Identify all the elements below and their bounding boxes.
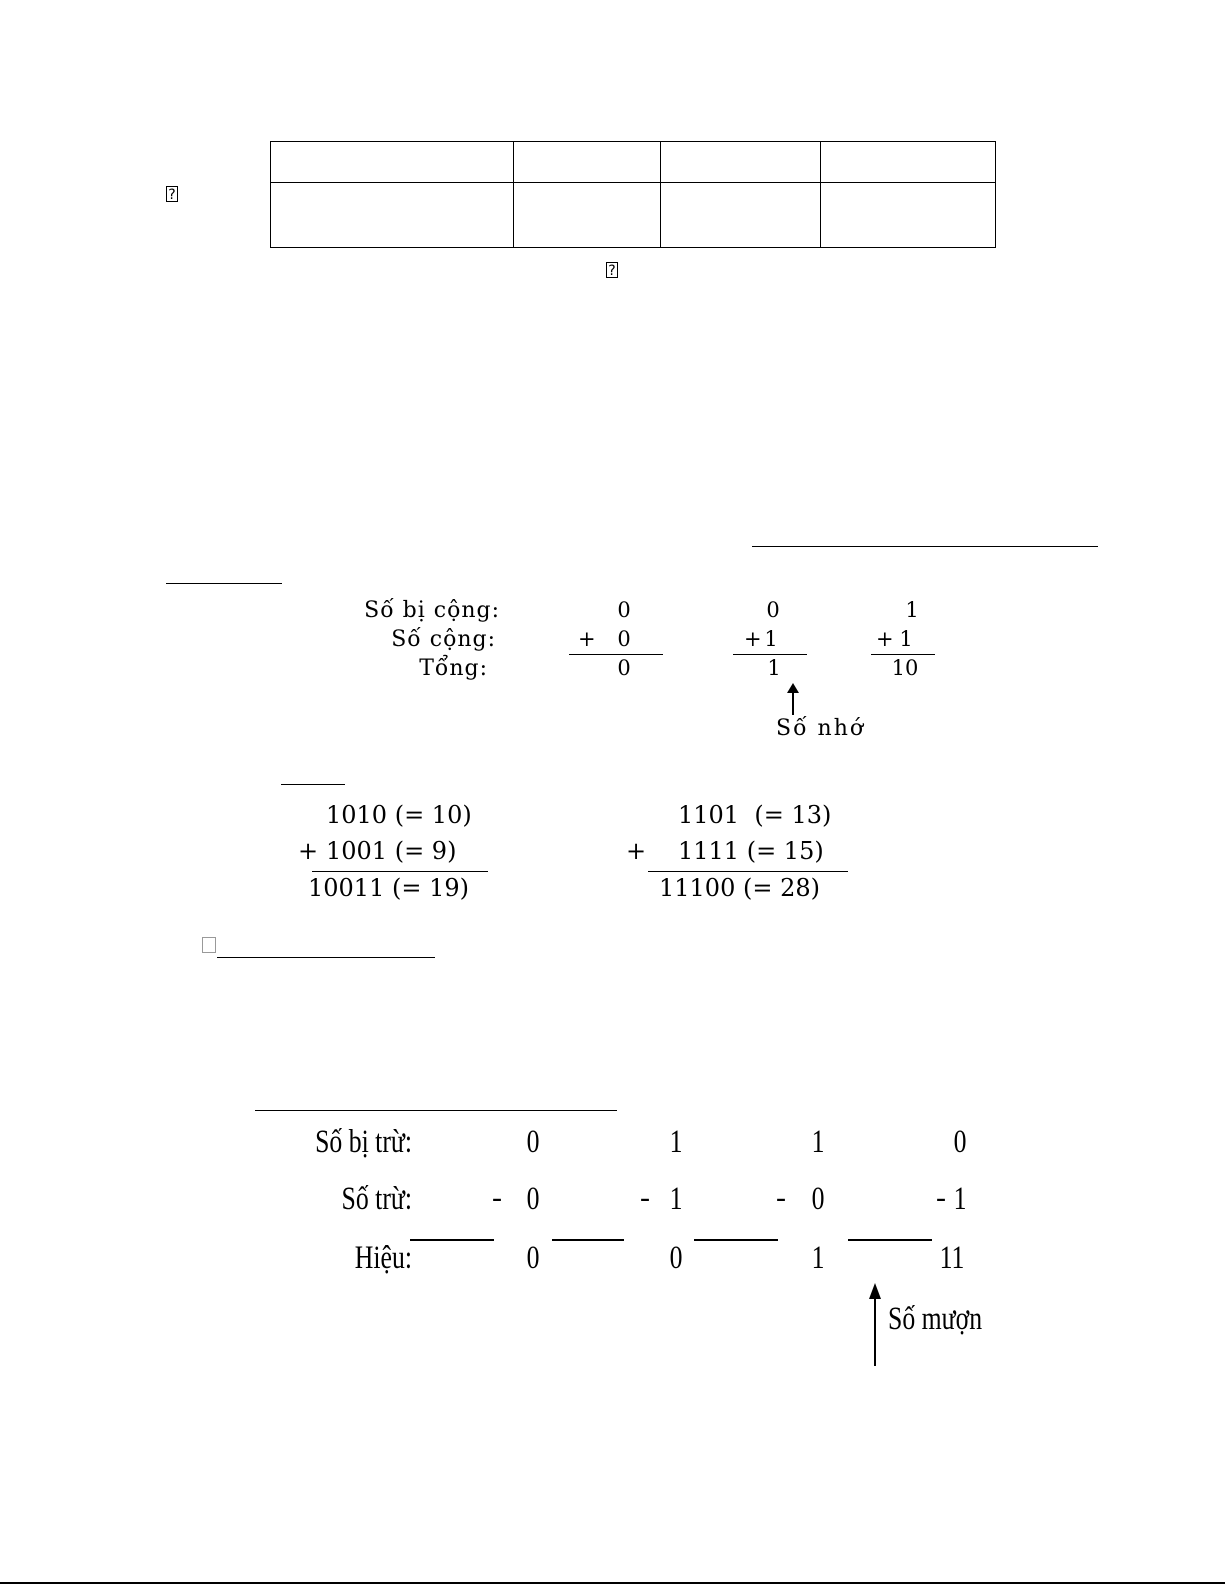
page-bottom-rule <box>0 1582 1225 1584</box>
difference-line <box>552 1239 624 1241</box>
bullet-box-icon <box>202 937 216 953</box>
addend-digit: 0 <box>617 627 631 651</box>
sum-line <box>871 654 935 655</box>
row-label: Hiệu: <box>354 1240 412 1276</box>
operator: - <box>936 1181 946 1214</box>
operator: - <box>776 1181 786 1214</box>
difference-digit: 0 <box>669 1240 683 1276</box>
augend-digit: 0 <box>617 598 631 622</box>
operator: + <box>744 627 762 651</box>
addend-digit: 1 <box>899 627 913 651</box>
heading-underline <box>281 784 345 785</box>
difference-digit: 11 <box>939 1240 965 1276</box>
row-label: Số cộng: <box>391 627 496 652</box>
operator: - <box>492 1181 502 1214</box>
missing-glyph-icon: ? <box>166 186 178 202</box>
row-label: Số trừ: <box>341 1181 412 1217</box>
heading-underline <box>217 957 435 958</box>
operator: - <box>640 1181 650 1214</box>
example-sum: 10011 (= 19) <box>308 874 469 902</box>
up-arrow-icon <box>866 1283 884 1367</box>
carry-label: Số nhớ <box>776 716 866 741</box>
operator: + <box>626 837 647 865</box>
row-label: Tổng: <box>419 656 488 681</box>
row-label: Số bị cộng: <box>364 598 500 623</box>
subtrahend-digit: 1 <box>953 1181 967 1217</box>
example-operand: 1101 (= 13) <box>678 801 832 829</box>
table-cell <box>514 183 661 248</box>
difference-digit: 1 <box>811 1240 825 1276</box>
table-cell <box>661 142 821 183</box>
difference-line <box>694 1239 778 1241</box>
difference-line <box>848 1239 932 1241</box>
minuend-digit: 0 <box>526 1124 540 1160</box>
heading-underline <box>752 546 1098 547</box>
empty-table <box>270 141 996 248</box>
row-label: Số bị trừ: <box>315 1124 412 1160</box>
sum-digit: 0 <box>617 656 631 680</box>
subtrahend-digit: 0 <box>811 1181 825 1217</box>
up-arrow-icon <box>783 683 803 717</box>
missing-glyph-icon: ? <box>606 262 618 278</box>
augend-digit: 1 <box>905 598 919 622</box>
subtrahend-digit: 0 <box>526 1181 540 1217</box>
sum-line <box>312 871 488 872</box>
heading-underline <box>255 1110 617 1111</box>
table-cell <box>271 142 514 183</box>
table-cell <box>271 183 514 248</box>
difference-line <box>410 1239 494 1241</box>
augend-digit: 0 <box>766 598 780 622</box>
minuend-digit: 0 <box>953 1124 967 1160</box>
table-cell <box>821 183 996 248</box>
minuend-digit: 1 <box>811 1124 825 1160</box>
table-cell <box>514 142 661 183</box>
example-sum: 11100 (= 28) <box>659 874 820 902</box>
borrow-label: Số mượn <box>888 1301 983 1337</box>
sum-digit: 10 <box>891 656 919 680</box>
operator: + <box>298 837 319 865</box>
sum-line <box>648 871 848 872</box>
sum-line <box>569 654 663 655</box>
operator: + <box>876 627 894 651</box>
minuend-digit: 1 <box>669 1124 683 1160</box>
sum-line <box>733 654 807 655</box>
difference-digit: 0 <box>526 1240 540 1276</box>
addend-digit: 1 <box>764 627 778 651</box>
table-cell <box>821 142 996 183</box>
table-cell <box>661 183 821 248</box>
heading-underline <box>166 583 282 584</box>
example-operand: 1001 (= 9) <box>326 837 457 865</box>
operator: + <box>578 627 596 651</box>
sum-digit: 1 <box>767 656 781 680</box>
example-operand: 1111 (= 15) <box>678 837 824 865</box>
subtrahend-digit: 1 <box>669 1181 683 1217</box>
example-operand: 1010 (= 10) <box>326 801 472 829</box>
